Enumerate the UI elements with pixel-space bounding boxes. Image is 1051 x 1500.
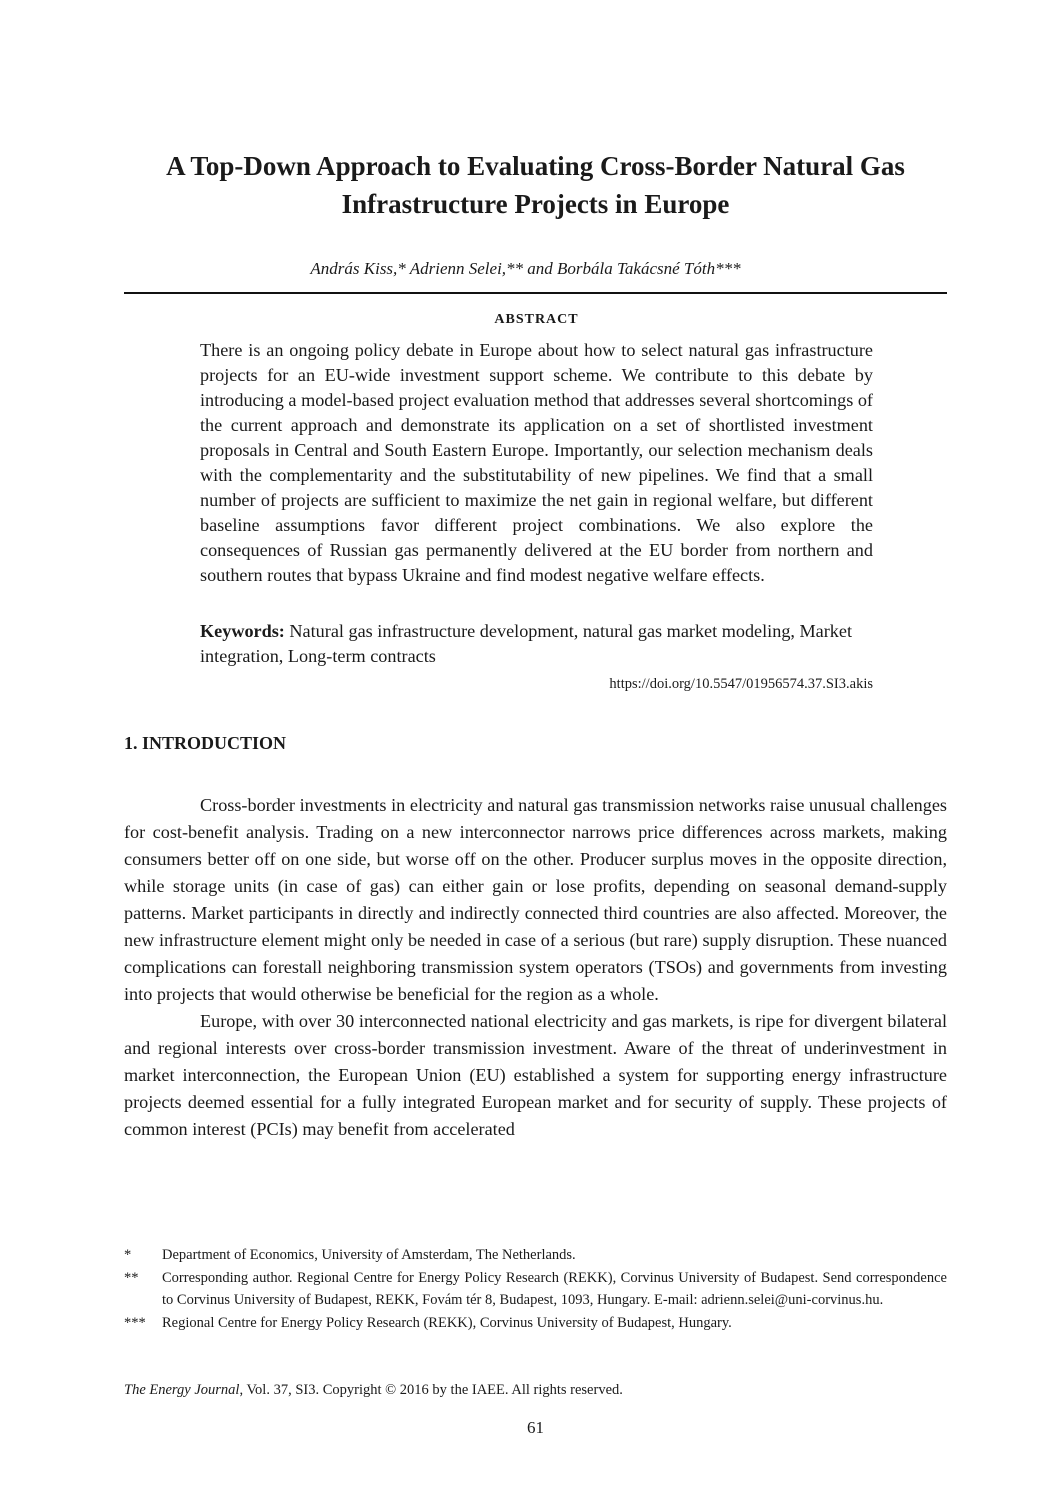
footnote	[124, 1312, 947, 1335]
abstract-heading: ABSTRACT	[494, 312, 579, 327]
abstract-text: There is an ongoing policy debate in Europe about how to select natural gas infrastructure projects for an EU-wide investment support scheme. We contribute to this debate by introducing a model-based project evaluation method that addresses several shortcomings of the current approach and demonstrate its application on a set of shortlisted investment proposals in Central and South Eastern Europe. Importantly, our selection mechanism deals with the complementarity and the substitutability of new pipelines. We find that a small number of projects are sufficient to maximize the net gain in regional welfare, but different baseline assumptions favor different project combinations. We also explore the consequences of Russian gas permanently delivered at the EU border from northern and southern routes that bypass Ukraine and find modest negative welfare effects.	[200, 340, 873, 585]
journal-name: The Energy Journal	[124, 1382, 240, 1398]
citation-details: , Vol. 37, SI3. Copyright © 2016 by the IAEE. All rights reserved.	[239, 1382, 623, 1398]
introduction-body	[124, 792, 947, 1143]
keywords-label: Keywords:	[200, 621, 285, 641]
header-divider	[124, 292, 947, 294]
section-heading-introduction: 1. INTRODUCTION	[124, 733, 287, 753]
footnotes	[124, 1244, 947, 1334]
footnote	[124, 1267, 947, 1312]
footnote-mark: **	[124, 1269, 139, 1286]
footnote-mark: *	[124, 1247, 132, 1263]
footnote-mark: ***	[124, 1314, 146, 1331]
paper-title	[100, 147, 971, 223]
body-paragraph: Cross-border investments in electricity and natural gas transmission networks raise unusual challenges for cost-benefit analysis. Trading on a new interconnector narrows price differences across markets, making consumers better off on one side, but worse off on the other. Producer surplus moves in the opposite direction, while storage units (in case of gas) can either gain or lose profits, depending on seasonal demand-supply patterns. Market participants in directly and indirectly connected third countries are also affected. Moreover, the new infrastructure element might only be needed in case of a serious (but rare) supply disruption. These nuanced complications can forestall neighboring transmission system operators (TSOs) and governments from investing into projects that would otherwise be beneficial for the region as a whole.	[124, 795, 947, 1004]
page-number: 61	[527, 1418, 544, 1437]
journal-citation	[124, 1382, 623, 1399]
keywords	[200, 619, 873, 669]
footnote-text: Department of Economics, University of Amsterdam, The Netherlands.	[162, 1247, 576, 1263]
footnote-text: Regional Centre for Energy Policy Research (REKK), Corvinus University of Budapest, Hungary.	[162, 1314, 732, 1331]
author-list: András Kiss,* Adrienn Selei,** and Borbála Takácsné Tóth***	[310, 259, 741, 278]
title-line-2: Infrastructure Projects in Europe	[341, 189, 730, 219]
footnote	[124, 1244, 947, 1267]
doi-link[interactable]: https://doi.org/10.5547/01956574.37.SI3.akis	[609, 676, 873, 692]
title-line-1: A Top-Down Approach to Evaluating Cross-Border Natural Gas	[166, 151, 905, 181]
body-paragraph: Europe, with over 30 interconnected national electricity and gas markets, is ripe for divergent bilateral and regional interests over cross-border transmission investment. Aware of the threat of underinvestment in market interconnection, the European Union (EU) established a system for supporting energy infrastructure projects deemed essential for a fully integrated European market and for security of supply. These projects of common interest (PCIs) may benefit from accelerated	[124, 1011, 947, 1139]
footnote-text: Corresponding author. Regional Centre for Energy Policy Research (REKK), Corvinus University of Budapest. Send correspondence to Corvinus University of Budapest, REKK, Fovám tér 8, Budapest, 1093, Hungary. E-mail: adrienn.selei@uni-corvinus.hu.	[162, 1269, 947, 1308]
keywords-text: Natural gas infrastructure development, natural gas market modeling, Market integration, Long-term contracts	[200, 621, 853, 666]
